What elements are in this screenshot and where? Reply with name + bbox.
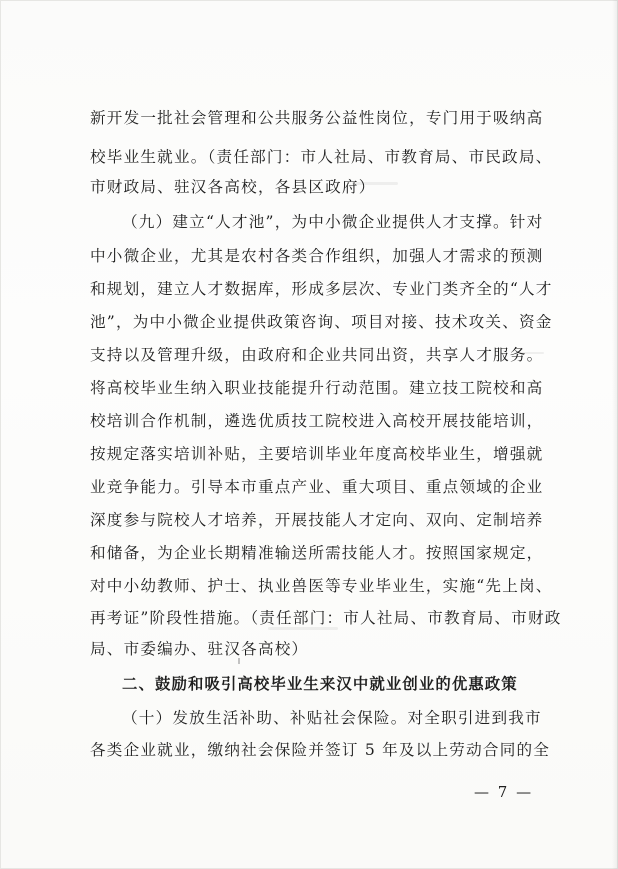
- body-line: 校毕业生就业。（责任部门：市人社局、市教育局、市民政局、: [90, 148, 553, 166]
- body-line: 按规定落实培训补贴，主要培训毕业年度高校毕业生，增强就: [90, 445, 544, 463]
- body-line: 和规划，建立人才数据库，形成多层次、专业门类齐全的“人才: [90, 280, 553, 298]
- body-line: 池”，为中小微企业提供政策咨询、项目对接、技术攻关、资金: [90, 313, 553, 331]
- body-line: 深度参与院校人才培养，开展技能人才定向、双向、定制培养: [90, 511, 544, 529]
- body-line: 对中小幼教师、护士、执业兽医等专业毕业生，实施“先上岗、: [90, 577, 553, 595]
- body-line: 中小微企业，尤其是农村各类合作组织，加强人才需求的预测: [90, 247, 544, 265]
- paragraph-start-line: （十）发放生活补助、补贴社会保险。对全职引进到我市: [122, 709, 542, 727]
- body-line: 各类企业就业，缴纳社会保险并签订 5 年及以上劳动合同的全: [90, 741, 551, 759]
- body-line: 和储备，为企业长期精准输送所需技能人才。按照国家规定，: [90, 544, 544, 562]
- section-heading: 二、鼓励和吸引高校毕业生来汉中就业创业的优惠政策: [122, 675, 518, 693]
- body-line: 业竞争能力。引导本市重点产业、重大项目、重点领域的企业: [90, 478, 544, 496]
- paragraph-start-line: （九）建立“人才池”，为中小微企业提供人才支撑。针对: [122, 213, 544, 231]
- body-line: 局、市委编办、驻汉各高校）: [90, 640, 309, 658]
- body-line: 再考证”阶段性措施。（责任部门：市人社局、市教育局、市财政: [90, 609, 562, 627]
- body-line: 校培训合作机制，遴选优质技工院校进入高校开展技能培训，: [90, 412, 544, 430]
- body-line: 支持以及管理升级，由政府和企业共同出资，共享人才服务。: [90, 346, 544, 364]
- body-line: 将高校毕业生纳入职业技能提升行动范围。建立技工院校和高: [90, 379, 544, 397]
- page-edge-shadow: [612, 0, 618, 869]
- body-line: 市财政局、驻汉各高校，各县区政府）: [90, 178, 376, 196]
- body-line: 新开发一批社会管理和公共服务公益性岗位，专门用于吸纳高: [90, 109, 544, 127]
- page-number: — 7 —: [474, 783, 534, 801]
